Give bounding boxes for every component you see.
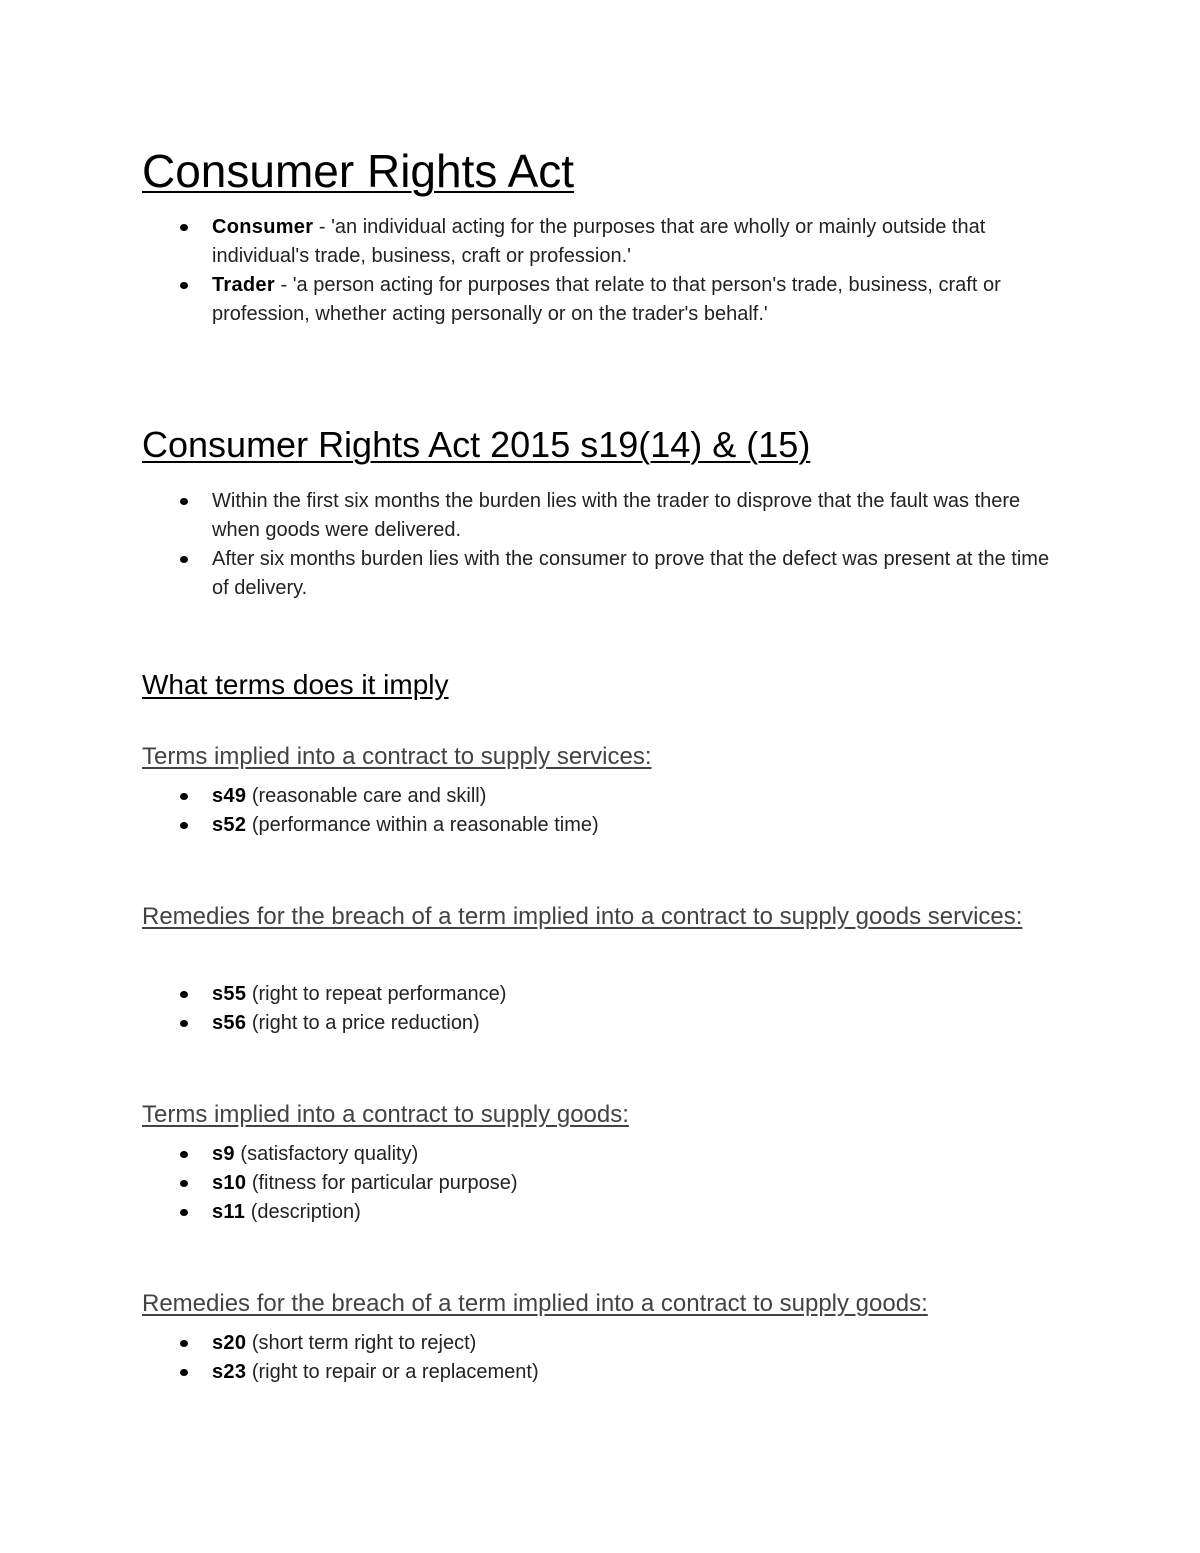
section-number: s52 (212, 814, 247, 836)
section-number: s55 (212, 983, 247, 1005)
definition-text: - 'an individual acting for the purposes that are wholly or mainly outside that individual's trade, business, craft or profession.' (212, 216, 986, 267)
list-item (142, 782, 1062, 811)
services-terms-list (142, 782, 1062, 840)
services-remedies-list (142, 980, 1062, 1038)
list-item (142, 487, 1062, 545)
section-number: s20 (212, 1332, 247, 1354)
bullet-icon (180, 498, 188, 505)
section-number: s9 (212, 1143, 235, 1165)
bullet-icon (180, 1180, 188, 1187)
heading-cra-2015-s19: Consumer Rights Act 2015 s19(14) & (15) (142, 424, 811, 465)
bullet-icon (180, 1369, 188, 1376)
section-number: s10 (212, 1172, 247, 1194)
list-item (142, 1140, 1062, 1169)
section-description: (right to repeat performance) (246, 983, 507, 1005)
heading-services-remedies: Remedies for the breach of a term implied into a contract to supply goods services: (142, 903, 1023, 930)
section-description: (right to a price reduction) (246, 1012, 480, 1034)
list-item (142, 1198, 1062, 1227)
bullet-icon (180, 793, 188, 800)
bullet-icon (180, 1340, 188, 1347)
list-item (142, 271, 1062, 329)
bullet-icon (180, 1020, 188, 1027)
section-description: (satisfactory quality) (234, 1143, 419, 1165)
bullet-icon (180, 282, 188, 289)
list-item (142, 213, 1062, 271)
bullet-icon (180, 1151, 188, 1158)
definition-text: - 'a person acting for purposes that relate to that person's trade, business, craft or profession, whether acting personally or on the trader's behalf.' (212, 274, 1001, 325)
section-number: s23 (212, 1361, 247, 1383)
section-description: (fitness for particular purpose) (246, 1172, 518, 1194)
heading-services-terms: Terms implied into a contract to supply services: (142, 743, 652, 770)
heading-consumer-rights-act: Consumer Rights Act (142, 145, 575, 197)
bullet-icon (180, 224, 188, 231)
heading-what-terms: What terms does it imply (142, 669, 449, 700)
burden-list (142, 487, 1062, 603)
term-consumer: Consumer (212, 216, 314, 238)
section-description: (reasonable care and skill) (246, 785, 487, 807)
list-item (142, 545, 1062, 603)
list-item (142, 1009, 1062, 1038)
section-description: (short term right to reject) (246, 1332, 477, 1354)
list-item (142, 811, 1062, 840)
heading-goods-terms: Terms implied into a contract to supply goods: (142, 1101, 629, 1128)
section-description: (right to repair or a replacement) (246, 1361, 539, 1383)
bullet-icon (180, 991, 188, 998)
bullet-icon (180, 1209, 188, 1216)
list-item-text: After six months burden lies with the consumer to prove that the defect was present at the time of delivery. (212, 548, 1050, 599)
goods-terms-list (142, 1140, 1062, 1227)
section-number: s56 (212, 1012, 247, 1034)
section-description: (performance within a reasonable time) (246, 814, 599, 836)
list-item-text: Within the first six months the burden lies with the trader to disprove that the fault was there when goods were delivered. (212, 490, 1021, 541)
section-number: s11 (212, 1201, 246, 1223)
section-description: (description) (245, 1201, 361, 1223)
list-item (142, 1329, 1062, 1358)
goods-remedies-list (142, 1329, 1062, 1387)
heading-goods-remedies: Remedies for the breach of a term implied into a contract to supply goods: (142, 1290, 928, 1317)
term-trader: Trader (212, 274, 275, 296)
section-number: s49 (212, 785, 247, 807)
list-item (142, 1169, 1062, 1198)
definitions-list (142, 213, 1062, 329)
list-item (142, 1358, 1062, 1387)
bullet-icon (180, 556, 188, 563)
bullet-icon (180, 822, 188, 829)
list-item (142, 980, 1062, 1009)
